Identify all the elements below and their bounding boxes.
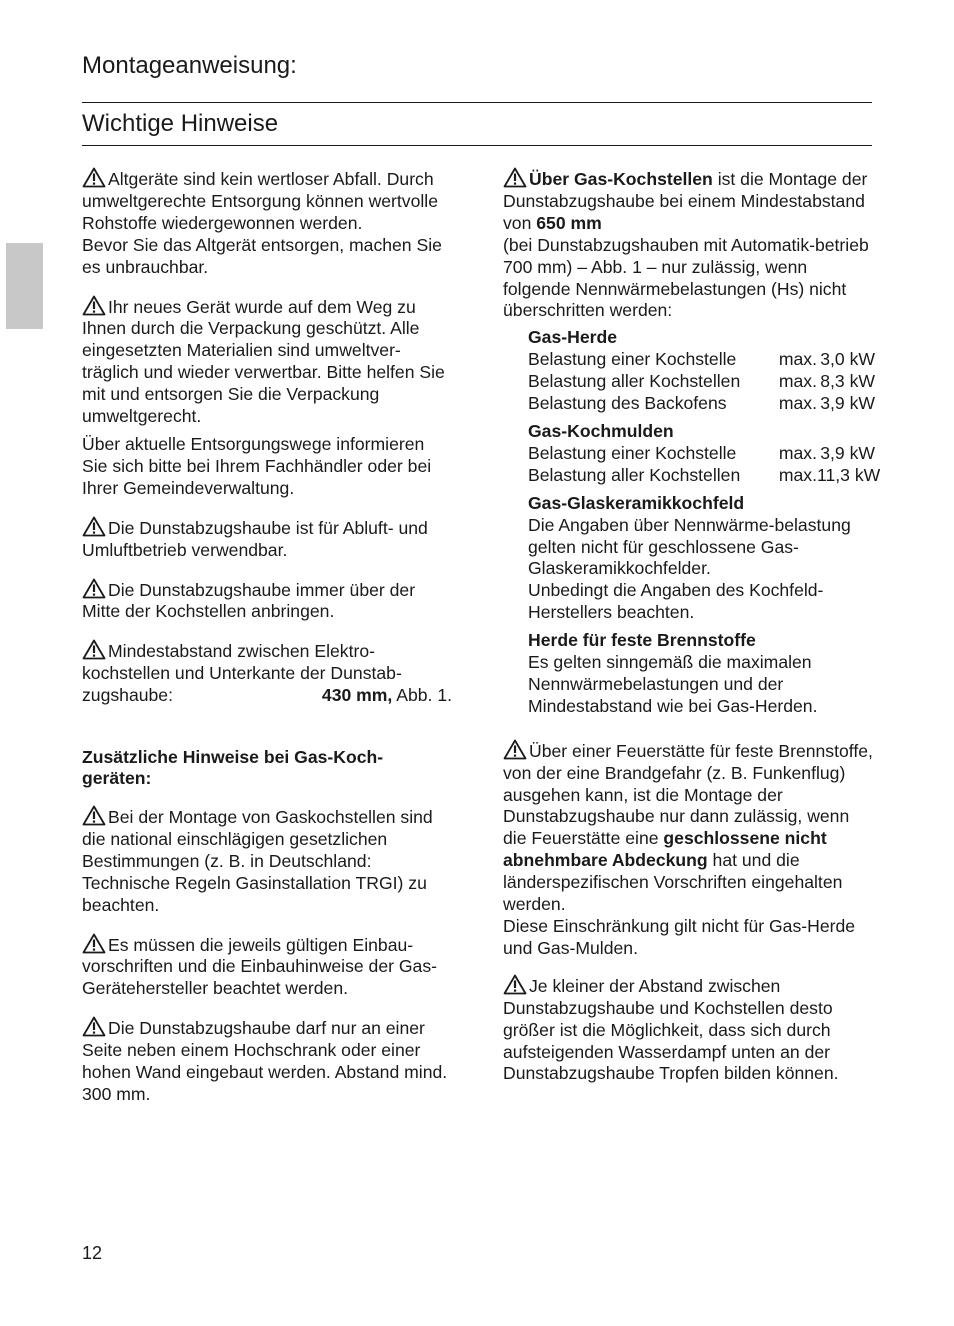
right-column [503, 167, 881, 1085]
paragraph: Über einer Feuerstätte für feste Brennstoffe, von der eine Brandgefahr (z. B. Funkenflug) ausgehen kann, ist die Montage der Dunstabzugshaube nur dann zulässig, wenn die Feuerstätte eine geschlossene nicht abnehmbare Abdeckung hat und die länderspezifischen Vorschriften eingehalten werden. [503, 740, 873, 915]
paragraph: Über aktuelle Entsorgungswege informieren Sie sich bitte bei Ihrem Fachhändler oder bei Ihrer Gemeindeverwaltung. [82, 433, 432, 498]
spec-row: Belastung aller Kochstellen max. 11,3 kW [528, 464, 881, 485]
block-title: Gas-Glaskeramikkochfeld [528, 492, 745, 513]
paragraph: Die Angaben über Nennwärme-belastung gelten nicht für geschlossene Gas-Glaskeramikkochfelder. [528, 514, 851, 579]
paragraph: Altgeräte sind kein wertloser Abfall. Durch umweltgerechte Entsorgung können wertvolle Rohstoffe wiedergewonnen werden. [82, 169, 438, 233]
block-title: Gas-Kochmulden [528, 420, 674, 441]
language-tab-marker [6, 243, 43, 329]
paragraph: Es gelten sinngemäß die maximalen Nennwärmebelastungen und der Mindestabstand wie bei Gas-Herden. [528, 652, 818, 716]
warning-triangle-icon [82, 578, 106, 599]
paragraph: Ihr neues Gerät wurde auf dem Weg zu Ihnen durch die Verpackung geschützt. Alle eingesetzten Materialien sind umweltver-träglich und wieder verwertbar. Bitte helfen Sie mit und entsorgen Sie die Verpackung umweltgerecht. [82, 296, 445, 427]
warning-triangle-icon [82, 167, 106, 188]
divider [82, 102, 872, 103]
paragraph: Unbedingt die Angaben des Kochfeld-Herstellers beachten. [528, 580, 824, 623]
distance-line: zugshaube: 430 mm, Abb. 1. [82, 685, 452, 706]
paragraph: Mindestabstand zwischen Elektro-kochstellen und Unterkante der Dunstab- [82, 641, 402, 684]
warning-triangle-icon [82, 805, 106, 826]
paragraph: Je kleiner der Abstand zwischen Dunstabzugshaube und Kochstellen desto größer ist die Möglichkeit, dass sich durch aufsteigenden Wasserdampf unten an der Dunstabzugshaube Tropfen bilden können. [503, 975, 839, 1084]
block-title: Herde für feste Brennstoffe [528, 630, 756, 651]
warning-triangle-icon [82, 1016, 106, 1037]
left-column [82, 167, 452, 1106]
paragraph: Die Dunstabzugshaube darf nur an einer Seite neben einem Hochschrank oder einer hohen Wand eingebaut werden. Abstand mind. 300 mm. [82, 1018, 448, 1104]
paragraph: Die Dunstabzugshaube immer über der Mitte der Kochstellen anbringen. [82, 579, 416, 622]
warning-triangle-icon [82, 516, 106, 537]
spec-row: Belastung aller Kochstellen max. 8,3 kW [528, 371, 875, 392]
paragraph: (bei Dunstabzugshauben mit Automatik-betrieb 700 mm) – Abb. 1 – nur zulässig, wenn folgende Nennwärmebelastungen (Hs) nicht überschritten werden: [503, 234, 869, 321]
paragraph: Die Dunstabzugshaube ist für Abluft- und Umluftbetrieb verwendbar. [82, 517, 428, 560]
warning-triangle-icon [82, 933, 106, 954]
gas-herde-block [503, 327, 881, 717]
warning-triangle-icon [503, 974, 527, 995]
section-title: Wichtige Hinweise [82, 110, 279, 137]
block-title: Gas-Herde [528, 327, 617, 348]
subheading: Zusätzliche Hinweise bei Gas-Koch-geräten: [82, 747, 384, 789]
paragraph: Über Gas-Kochstellen ist die Montage der Dunstabzugshaube bei einem Mindestabstand von 650 mm [503, 169, 868, 233]
warning-triangle-icon [82, 295, 106, 316]
spec-row: Belastung des Backofens max. 3,9 kW [528, 393, 875, 414]
warning-triangle-icon [82, 639, 106, 660]
divider [82, 145, 872, 146]
page-title: Montageanweisung: [82, 52, 297, 79]
spec-row: Belastung einer Kochstelle max. 3,9 kW [528, 442, 875, 463]
paragraph: Bei der Montage von Gaskochstellen sind die national einschlägigen gesetzlichen Bestimmungen (z. B. in Deutschland: Technische Regeln Gasinstallation TRGI) zu beachten. [82, 807, 433, 915]
page-number: 12 [82, 1243, 103, 1263]
warning-triangle-icon [503, 739, 527, 760]
warning-triangle-icon [503, 167, 527, 188]
paragraph: Diese Einschränkung gilt nicht für Gas-Herde und Gas-Mulden. [503, 916, 856, 958]
paragraph: Es müssen die jeweils gültigen Einbau-vorschriften und die Einbauhinweise der Gas-Gerätehersteller beachtet werden. [82, 934, 438, 999]
paragraph: Bevor Sie das Altgerät entsorgen, machen Sie es unbrauchbar. [82, 234, 442, 277]
spec-row: Belastung einer Kochstelle max. 3,0 kW [528, 349, 875, 370]
